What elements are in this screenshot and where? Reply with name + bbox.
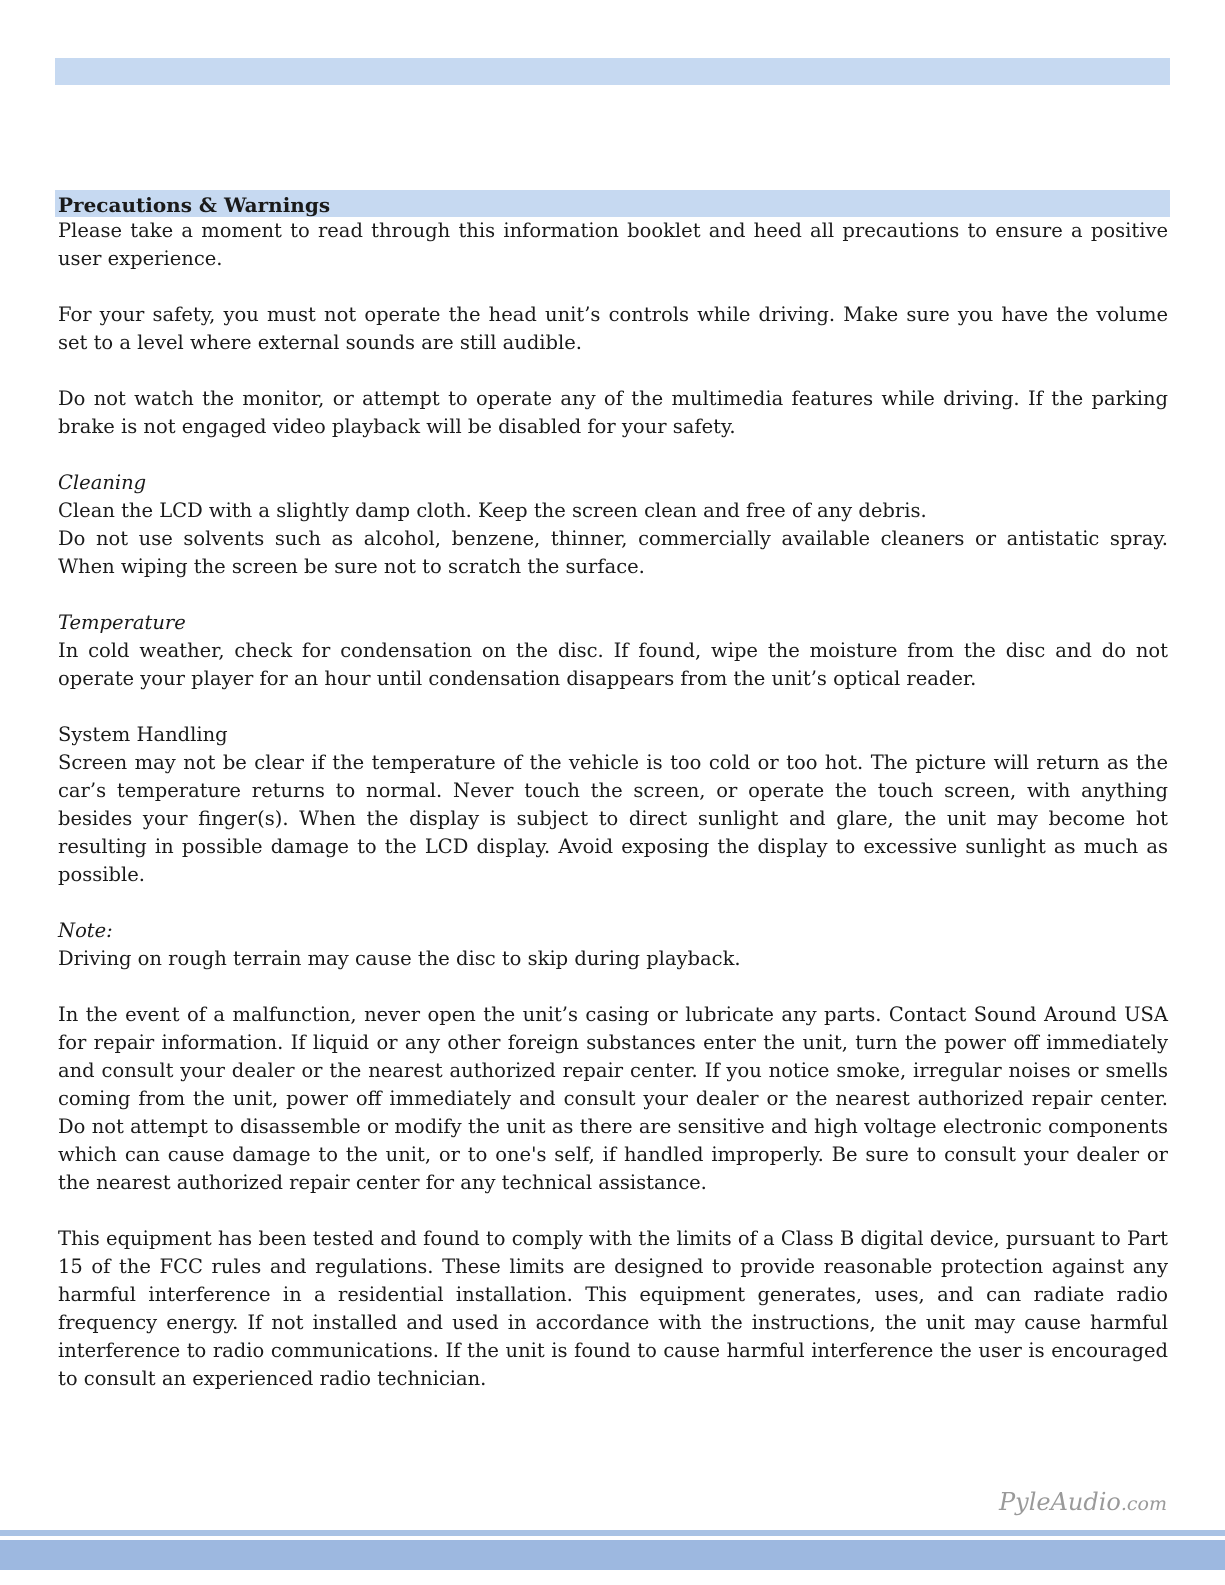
note-heading: Note: bbox=[58, 919, 113, 942]
malfunction-paragraph: In the event of a malfunction, never open the unit’s casing or lubricate any parts. Contact Sound Around USA for repair information. If liquid or any other foreign substances enter the unit, turn the power off immediately and consult your dealer or the nearest authorized repair center. If you notice smoke, irregular noises or smells coming from the unit, power off immediately and consult your dealer or the nearest authorized repair center. Do not attempt to disassemble or modify the unit as there are sensitive and high voltage electronic components which can cause damage to the unit, or to one's self, if handled improperly. Be sure to consult your dealer or the nearest authorized repair center for any technical assistance. bbox=[58, 1003, 1168, 1194]
spacer bbox=[55, 357, 1170, 385]
spacer bbox=[55, 693, 1170, 721]
temperature-paragraph: In cold weather, check for condensation on the disc. If found, wipe the moisture from the disc and do not operate your player for an hour until condensation disappears from the unit’s optical reader. bbox=[58, 639, 1168, 690]
spacer bbox=[55, 581, 1170, 609]
brand-domain: .com bbox=[1120, 1493, 1167, 1515]
spacer bbox=[55, 889, 1170, 917]
intro-paragraph: Please take a moment to read through this information booklet and heed all precautions to ensure a positive user experience. bbox=[58, 219, 1168, 270]
cleaning-line-2: Do not use solvents such as alcohol, benzene, thinner, commercially available cleaners or antistatic spray. When wiping the screen be sure not to scratch the surface. bbox=[58, 527, 1168, 578]
section-title: Precautions & Warnings bbox=[55, 190, 1170, 217]
temperature-heading: Temperature bbox=[58, 611, 186, 634]
spacer bbox=[55, 441, 1170, 469]
brand-name: PyleAudio bbox=[998, 1488, 1121, 1516]
footer-divider bbox=[0, 1530, 1225, 1536]
note-paragraph: Driving on rough terrain may cause the disc to skip during playback. bbox=[58, 947, 741, 970]
system-handling-paragraph: Screen may not be clear if the temperature of the vehicle is too cold or too hot. The picture will return as the car’s temperature returns to normal. Never touch the screen, or operate the touch screen, with anything besides your finger(s). When the display is subject to direct sunlight and glare, the unit may become hot resulting in possible damage to the LCD display. Avoid exposing the display to excessive sunlight as much as possible. bbox=[58, 751, 1168, 886]
page-content bbox=[55, 190, 1170, 1393]
cleaning-line-1: Clean the LCD with a slightly damp cloth. Keep the screen clean and free of any debris. bbox=[58, 499, 927, 522]
system-handling-heading: System Handling bbox=[58, 723, 228, 746]
spacer bbox=[55, 273, 1170, 301]
spacer bbox=[55, 1197, 1170, 1225]
cleaning-heading: Cleaning bbox=[58, 471, 147, 494]
top-header-band bbox=[55, 58, 1170, 85]
footer-band bbox=[0, 1540, 1225, 1570]
fcc-paragraph: This equipment has been tested and found to comply with the limits of a Class B digital device, pursuant to Part 15 of the FCC rules and regulations. These limits are designed to provide reasonable protection against any harmful interference in a residential installation. This equipment generates, uses, and can radiate radio frequency energy. If not installed and used in accordance with the instructions, the unit may cause harmful interference to radio communications. If the unit is found to cause harmful interference the user is encouraged to consult an experienced radio technician. bbox=[58, 1227, 1168, 1390]
brand-logo bbox=[999, 1488, 1167, 1516]
monitor-paragraph: Do not watch the monitor, or attempt to operate any of the multimedia features while driving. If the parking brake is not engaged video playback will be disabled for your safety. bbox=[58, 387, 1168, 438]
safety-paragraph: For your safety, you must not operate the head unit’s controls while driving. Make sure you have the volume set to a level where external sounds are still audible. bbox=[58, 303, 1168, 354]
spacer bbox=[55, 973, 1170, 1001]
